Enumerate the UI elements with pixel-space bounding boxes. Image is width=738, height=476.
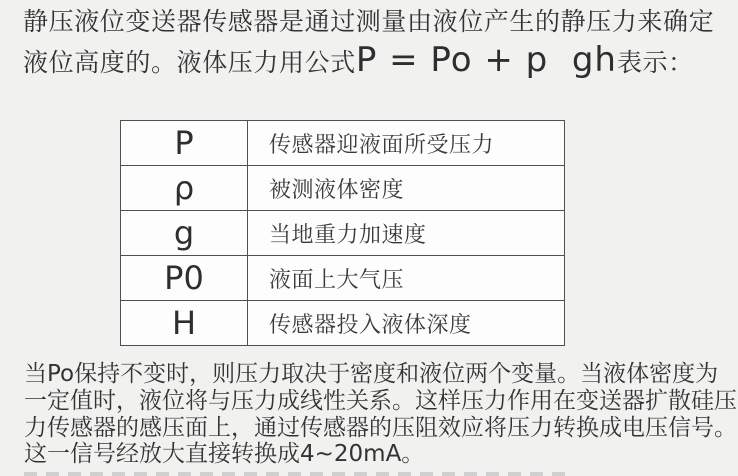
description-cell: 传感器投入液体深度 (248, 301, 565, 346)
symbol-cell: H (121, 301, 248, 346)
description-cell: 被测液体密度 (248, 166, 565, 211)
body-text-line3: 力传感器的感压面上，通过传感器的压阻效应将压力转换成电压信号。 (24, 414, 737, 441)
table-row (121, 301, 565, 346)
symbol-definition-table (120, 120, 565, 346)
body-paragraph (24, 361, 737, 468)
symbol-cell: g (121, 211, 248, 256)
table-row (121, 166, 565, 211)
description-cell: 液面上大气压 (248, 256, 565, 301)
symbol-table-body (121, 121, 565, 346)
intro-text-line1: 静压液位变送器传感器是通过测量由液位产生的静压力来确定 (23, 7, 715, 36)
body-text-line4: 这一信号经放大直接转换成4~20mA。 (24, 441, 425, 468)
table-row (121, 256, 565, 301)
symbol-cell: P (121, 121, 248, 166)
table-row (121, 211, 565, 256)
description-cell: 当地重力加速度 (248, 211, 565, 256)
table-row (121, 121, 565, 166)
symbol-cell: ρ (121, 166, 248, 211)
intro-line2-prefix: 液位高度的。液体压力用公式 (23, 48, 356, 77)
body-text-line2: 一定值时，液位将与压力成线性关系。这样压力作用在变送器扩散硅压 (24, 387, 737, 414)
intro-text-line2 (23, 41, 725, 82)
description-cell: 传感器迎液面所受压力 (248, 121, 565, 166)
intro-line2-suffix: 表示： (616, 48, 694, 77)
symbol-cell: P0 (121, 256, 248, 301)
body-text-line1: 当Po保持不变时，则压力取决于密度和液位两个变量。当液体密度为 (24, 361, 719, 387)
cropped-text-line (24, 472, 569, 476)
pressure-formula: P = Po + p gh (355, 40, 617, 80)
intro-paragraph (23, 2, 725, 82)
